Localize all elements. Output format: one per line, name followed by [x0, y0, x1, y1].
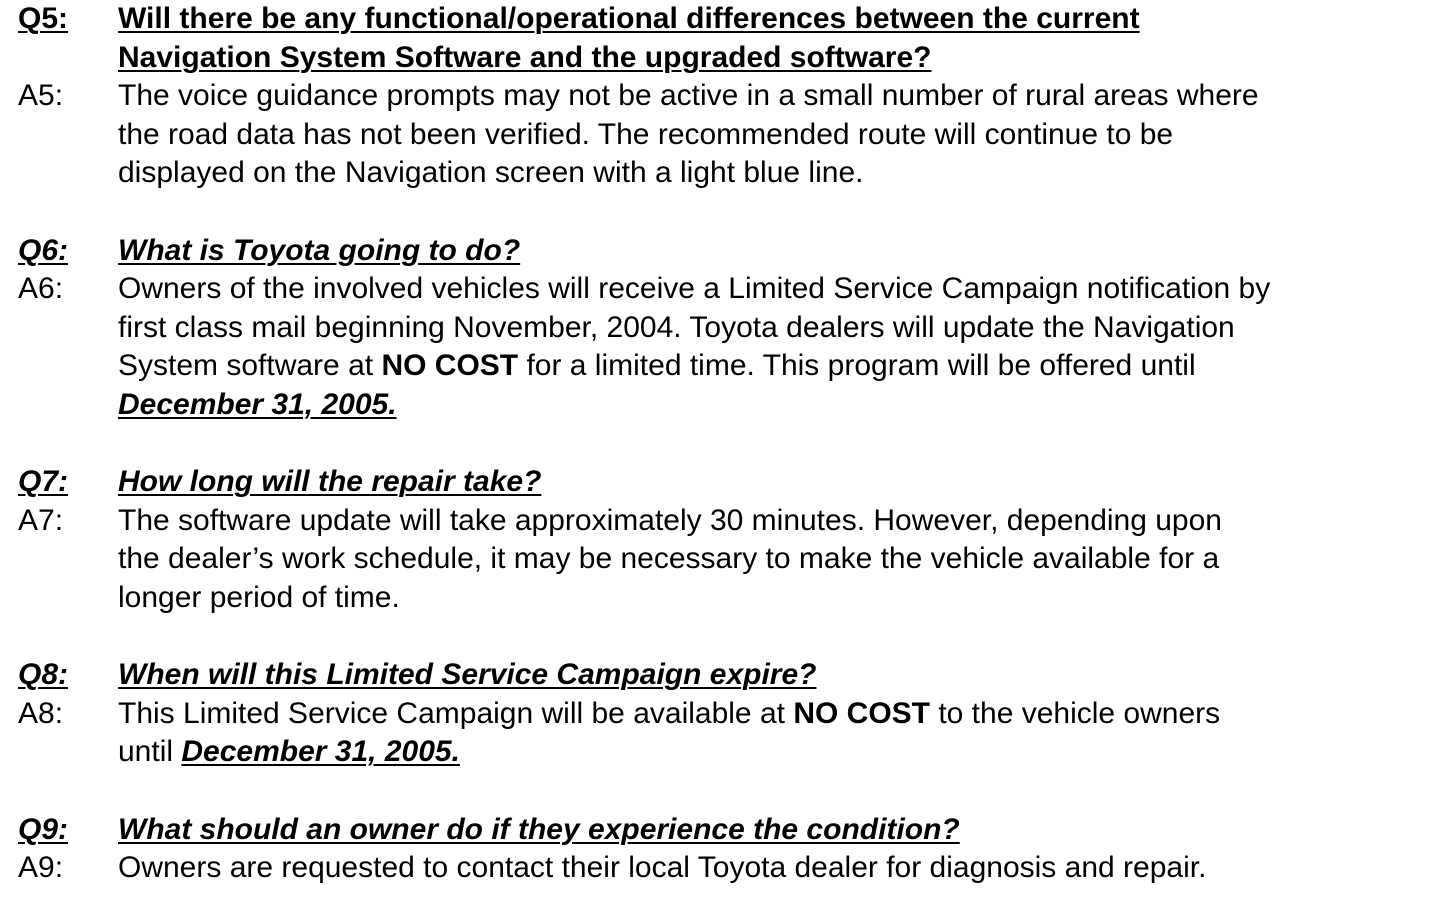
answer-6-line-2 [18, 309, 1428, 348]
answer-5-line-2 [18, 116, 1428, 155]
question-7-text: How long will the repair take? [118, 465, 542, 498]
answer-5-line-3 [18, 154, 1428, 193]
question-8-text: When will this Limited Service Campaign expire? [118, 658, 817, 691]
answer-6-text-line-3 [118, 347, 1196, 386]
answer-6-line-3-post: for a limited time. This program will be offered until [518, 349, 1196, 382]
question-8-label: Q8: [18, 658, 69, 691]
answer-7-label: A7: [18, 503, 64, 537]
question-9-label: Q9: [18, 812, 69, 846]
answer-6-text-line-1: Owners of the involved vehicles will receive a Limited Service Campaign notification by [118, 272, 1271, 305]
answer-6 [18, 270, 1428, 309]
spacer [18, 193, 1428, 232]
answer-9-label: A9: [18, 851, 64, 884]
answer-8-text-line-1 [118, 695, 1220, 734]
answer-8-expiry-date: December 31, 2005. [181, 735, 460, 768]
answer-7-text-line-2: the dealer’s work schedule, it may be necessary to make the vehicle available for a [118, 542, 1220, 575]
question-5-text-line-1: Will there be any functional/operational differences between the current [118, 2, 1140, 35]
answer-7-line-3 [18, 579, 1428, 618]
question-6-label: Q6: [18, 233, 69, 267]
answer-6-line-4 [18, 386, 1428, 425]
question-8 [18, 656, 1428, 695]
spacer [18, 424, 1428, 463]
question-7 [18, 463, 1428, 502]
answer-9-text-line-1: Owners are requested to contact their local Toyota dealer for diagnosis and repair. [118, 851, 1207, 884]
answer-8-label: A8: [18, 696, 64, 730]
question-5-text-line-2: Navigation System Software and the upgraded software? [118, 40, 932, 74]
no-cost-emphasis: NO COST [381, 349, 519, 382]
question-5-label: Q5: [18, 2, 69, 35]
spacer [18, 617, 1428, 656]
question-9-text: What should an owner do if they experience the condition? [118, 812, 960, 846]
question-9 [18, 811, 1428, 850]
question-6 [18, 232, 1428, 271]
answer-7 [18, 502, 1428, 541]
answer-6-label: A6: [18, 272, 64, 305]
spacer [18, 772, 1428, 811]
answer-5-text-line-3: displayed on the Navigation screen with a light blue line. [118, 156, 864, 189]
answer-8-line-2 [18, 733, 1428, 772]
answer-7-text-line-1: The software update will take approximately 30 minutes. However, depending upon [118, 503, 1222, 537]
answer-5-text-line-1: The voice guidance prompts may not be active in a small number of rural areas where [118, 79, 1259, 112]
answer-6-text-line-2: first class mail beginning November, 2004. Toyota dealers will update the Navigation [118, 310, 1235, 344]
answer-7-line-2 [18, 540, 1428, 579]
answer-5 [18, 77, 1428, 116]
answer-9 [18, 849, 1428, 888]
answer-6-expiry-date: December 31, 2005. [118, 387, 397, 421]
answer-7-text-line-3: longer period of time. [118, 580, 400, 614]
answer-8-line-1-pre: This Limited Service Campaign will be available at [118, 696, 794, 730]
question-6-text: What is Toyota going to do? [118, 233, 521, 267]
question-5 [18, 0, 1428, 39]
no-cost-emphasis: NO COST [793, 696, 930, 730]
answer-8 [18, 695, 1428, 734]
question-5-continued [18, 39, 1428, 78]
answer-6-line-3-pre: System software at [118, 349, 382, 382]
answer-8-line-1-post: to the vehicle owners [929, 696, 1221, 730]
answer-8-line-2-pre: until [118, 735, 182, 768]
question-7-label: Q7: [18, 465, 69, 498]
faq-document [18, 0, 1428, 888]
answer-6-line-3 [18, 347, 1428, 386]
answer-5-text-line-2: the road data has not been verified. The recommended route will continue to be [118, 117, 1174, 151]
answer-5-label: A5: [18, 79, 64, 112]
answer-8-text-line-2 [118, 733, 460, 772]
